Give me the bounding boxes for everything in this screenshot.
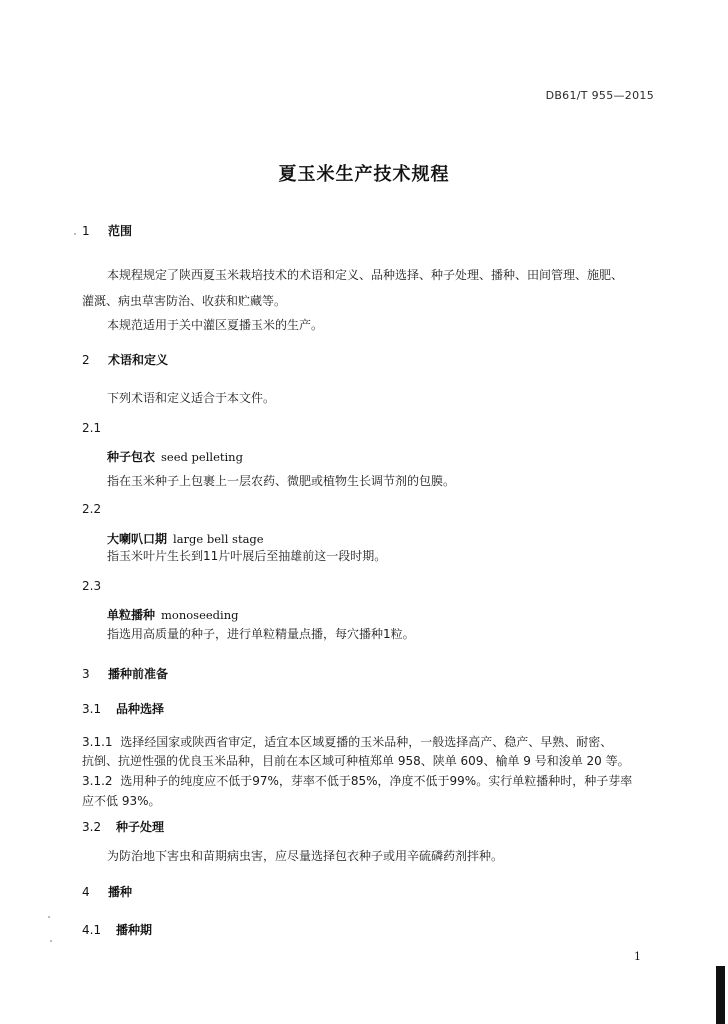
- section-3-1-title: 品种选择: [116, 702, 165, 716]
- section-2-title: 术语和定义: [108, 353, 169, 367]
- term-2-3-number: 2.3: [82, 579, 102, 593]
- section-4-title: 播种: [108, 885, 133, 899]
- section-1-para-1-line-2: 灌溉、病虫草害防治、收获和贮藏等。: [82, 294, 287, 308]
- term-2-2-en: large bell stage: [173, 532, 264, 546]
- section-3-heading: [82, 665, 168, 682]
- clause-3-1-2-number: 3.1.2: [82, 774, 113, 788]
- page-title: 夏玉米生产技术规程: [278, 164, 450, 185]
- section-1-title: 范围: [108, 224, 133, 238]
- section-4-1-heading: [82, 921, 152, 938]
- term-2-3-en: monoseeding: [161, 608, 239, 622]
- section-3-2-heading: [82, 818, 164, 835]
- document-number: DB61/T 955—2015: [545, 89, 654, 102]
- section-3-2-number: 3.2: [82, 820, 102, 834]
- section-2-number: 2: [82, 353, 90, 367]
- section-4-1-number: 4.1: [82, 923, 102, 937]
- section-3-2-para: 为防治地下害虫和苗期病虫害，应尽量选择包衣种子或用辛硫磷药剂拌种。: [107, 849, 504, 863]
- term-2-2-definition: 指玉米叶片生长到11片叶展后至抽雄前这一段时期。: [107, 549, 387, 563]
- term-2-2-cn: 大喇叭口期: [107, 532, 168, 546]
- scan-speck: [50, 940, 52, 942]
- section-2-heading: [82, 351, 168, 368]
- clause-3-1-2-text: 选用种子的纯度应不低于97%，芽率不低于85%，净度不低于99%。实行单粒播种时，种子芽率: [120, 774, 633, 788]
- scan-speck: [48, 916, 50, 918]
- clause-3-1-2-line-1: [82, 772, 632, 789]
- section-3-1-heading: [82, 700, 164, 717]
- section-3-1-number: 3.1: [82, 702, 102, 716]
- section-4-number: 4: [82, 885, 90, 899]
- scan-speck: [74, 233, 76, 235]
- section-4-1-title: 播种期: [116, 923, 153, 937]
- section-3-number: 3: [82, 667, 90, 681]
- term-2-1-cn: 种子包衣: [107, 450, 156, 464]
- section-1-para-2: 本规范适用于关中灌区夏播玉米的生产。: [107, 318, 324, 332]
- section-2-intro: 下列术语和定义适合于本文件。: [107, 391, 276, 405]
- term-2-1-number: 2.1: [82, 421, 102, 435]
- clause-3-1-1-line-1: [82, 733, 612, 750]
- clause-3-1-1-line-2: 抗倒、抗逆性强的优良玉米品种，目前在本区域可种植郑单 958、陕单 609、榆单 9 号和浚单 20 等。: [82, 754, 630, 768]
- section-1-para-1-line-1: 本规程规定了陕西夏玉米栽培技术的术语和定义、品种选择、种子处理、播种、田间管理、施肥、: [107, 268, 624, 282]
- section-4-heading: [82, 883, 132, 900]
- clause-3-1-2-line-2: 应不低 93%。: [82, 794, 161, 808]
- section-1-number: 1: [82, 224, 90, 238]
- clause-3-1-1-text: 选择经国家或陕西省审定，适宜本区域夏播的玉米品种，一般选择高产、稳产、早熟、耐密、: [120, 735, 613, 749]
- clause-3-1-1-number: 3.1.1: [82, 735, 113, 749]
- page-number: 1: [634, 950, 641, 963]
- section-1-heading: [82, 222, 132, 239]
- term-2-2-number: 2.2: [82, 502, 102, 516]
- term-2-1-en: seed pelleting: [161, 450, 243, 464]
- section-3-2-title: 种子处理: [116, 820, 165, 834]
- term-2-1-definition: 指在玉米种子上包裹上一层农药、微肥或植物生长调节剂的包膜。: [107, 474, 456, 488]
- section-3-title: 播种前准备: [108, 667, 169, 681]
- term-2-3: [107, 606, 239, 623]
- scan-edge-mark: [716, 966, 725, 1024]
- term-2-3-definition: 指选用高质量的种子，进行单粒精量点播，每穴播种1粒。: [107, 627, 415, 641]
- term-2-2: [107, 530, 264, 547]
- term-2-1: [107, 448, 243, 465]
- term-2-3-cn: 单粒播种: [107, 608, 156, 622]
